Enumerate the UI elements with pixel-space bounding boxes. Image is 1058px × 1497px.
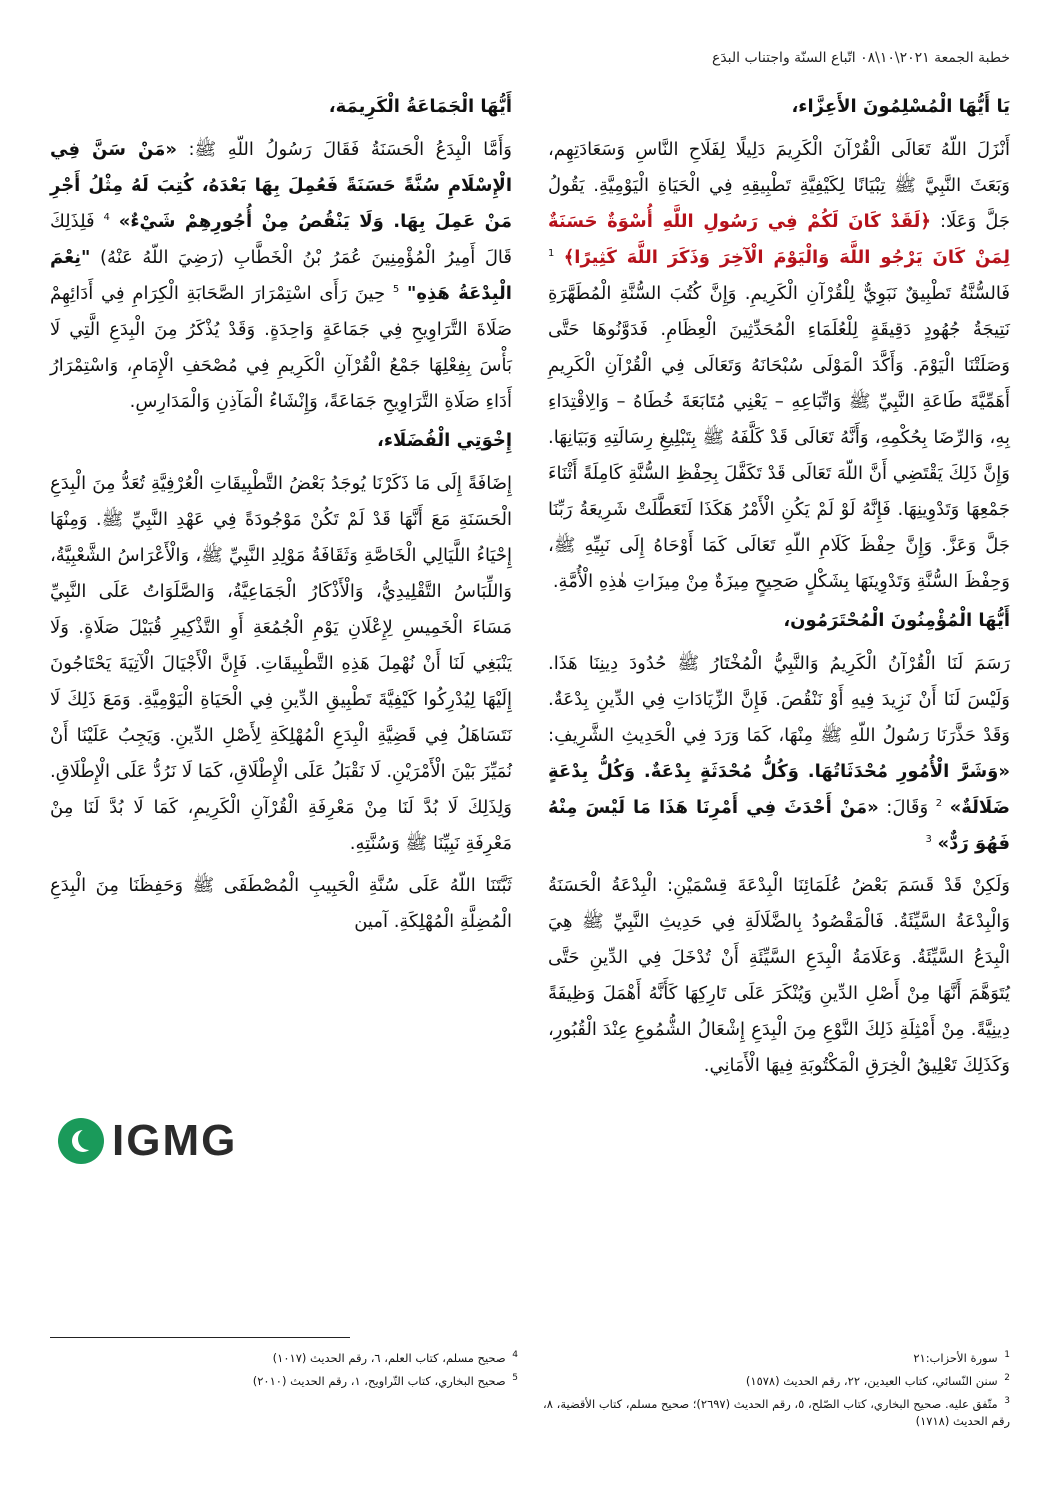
paragraph-text: أَنْزَلَ اللّهُ تَعَالَى الْقُرْآنَ الْكَرِيمَ دَلِيلًا لِفَلَاحِ النَّاسِ وَسَعَادَتِهِم، وَبَعَثَ النَّبِيَّ ﷺ تِبْيَانًا لِكَيْفِيَّةِ تَطْبِيقِهِ فِي الْحَيَاةِ الْيَوْمِيَّةِ. يَقُولُ جَلَّ وَعَلَا:	[548, 139, 1010, 232]
footnote	[540, 1369, 1010, 1390]
section-heading: إِخْوَتِي الْفُضَلَاء،	[377, 430, 512, 451]
paragraph-text: رَسَمَ لَنَا الْقُرْآنُ الْكَرِيمُ وَالنَّبِيُّ الْمُخْتَارُ ﷺ حُدُودَ دِينِنَا هَذَا. وَلَيْسَ لَنَا أَنْ نَزِيدَ فِيهِ أَوْ نَنْقُصَ. فَإِنَّ الزِّيَادَاتِ فِي الدِّينِ بِدْعَةٌ. وَقَدْ حَذَّرَنَا رَسُولُ اللّهِ ﷺ مِنْهَا، كَمَا وَرَدَ فِي الْحَدِيثِ الشَّرِيفِ:	[548, 653, 1010, 746]
footnote-number: 3	[1004, 1395, 1010, 1406]
section-heading: يَا أَيُّهَا الْمُسْلِمُونَ الأَعِزَّاء،	[791, 96, 1010, 117]
footnote-number: 5	[512, 1372, 518, 1383]
paragraph	[548, 132, 1010, 600]
hadith-quote: «مَنْ سَنَّ فِي الْإِسْلَامِ سُنَّةً حَسَنَةً فَعُمِلَ بِهَا بَعْدَهُ، كُتِبَ لَهُ مِثْلُ أَجْرِ مَنْ عَمِلَ بِهَا. وَلَا يَنْقُصُ مِنْ أُجُورِهِمْ شَيْءٌ»	[50, 139, 512, 232]
footnotes-right	[540, 1346, 1010, 1432]
paragraph: إِضَافَةً إِلَى مَا ذَكَرْنَا يُوجَدُ بَعْضُ التَّطْبِيقَاتِ الْعُرْفِيَّةِ تُعَدُّ مِنَ الْبِدَعِ الْحَسَنَةِ مَعَ أَنَّهَا قَدْ لَمْ تَكُنْ مَوْجُودَةً فِي عَهْدِ النَّبِيِّ ﷺ. وَمِنْهَا إِحْيَاءُ اللَّيَالِي الْخَاصَّةِ وَثَقَافَةُ مَوْلِدِ النَّبِيِّ ﷺ، وَالْأَعْرَاسُ الشَّعْبِيَّةُ، وَاللِّبَاسُ التَّقْلِيدِيُّ، وَالْأَذْكَارُ الْجَمَاعِيَّةُ، وَالصَّلَوَاتُ عَلَى النَّبِيِّ مَسَاءَ الْخَمِيسِ لِإِعْلَانِ يَوْمِ الْجُمُعَةِ أَوِ التَّذْكِيرِ قُبَيْلَ صَلَاةٍ. وَلَا يَنْبَغِي لَنَا أَنْ نُهْمِلَ هَذِهِ التَّطْبِيقَاتِ. فَإِنَّ الْأَجْيَالَ الْآتِيَةَ يَحْتَاجُونَ إِلَيْهَا لِيُدْرِكُوا كَيْفِيَّةَ تَطْبِيقِ الدِّينِ فِي الْحَيَاةِ الْيَوْمِيَّةِ. وَمَعَ ذَلِكَ لَا نَتَسَاهَلُ فِي قَضِيَّةِ الْبِدَعِ الْمُهْلِكَةِ لِأَصْلِ الدِّينِ. وَيَجِبُ عَلَيْنَا أَنْ نُمَيِّزَ بَيْنَ الْأَمْرَيْنِ. لَا نَقْبَلُ عَلَى الْإِطْلَاقِ، كَمَا لَا نَرُدُّ عَلَى الْإِطْلَاقِ. وَلِذَلِكَ لَا بُدَّ لَنَا مِنْ مَعْرِفَةِ الْقُرْآنِ الْكَرِيمِ، كَمَا لَا بُدَّ لَنَا مِنْ مَعْرِفَةِ نَبِيِّنَا ﷺ وَسُنَّتِهِ.	[50, 473, 512, 854]
igmg-logo	[58, 1118, 268, 1164]
paragraph	[50, 132, 512, 420]
hadith-quote: «مَنْ أَحْدَثَ فِي أَمْرِنَا هَذَا مَا لَيْسَ مِنْهُ فَهُوَ رَدٌّ»	[548, 797, 1010, 854]
footnote-number: 2	[1004, 1372, 1010, 1383]
footnote-number: 1	[1004, 1350, 1010, 1360]
section-heading: أَيُّهَا الْمُؤْمِنُونَ الْمُحْتَرَمُون،	[783, 610, 1010, 631]
hadith-quote: «وَشَرَّ الْأُمُورِ مُحْدَثَاتُهَا. وَكُلُّ مُحْدَثَةٍ بِدْعَةٌ. وَكُلُّ بِدْعَةٍ ضَلَالَةٌ»	[548, 761, 1010, 818]
paragraph-text: فَلِذَلِكَ قَالَ أَمِيرُ الْمُؤْمِنِينَ عُمَرُ بْنُ الْخَطَّابِ (رَضِيَ اللّهُ عَنْهُ)	[50, 211, 512, 268]
footnote	[540, 1392, 1010, 1431]
footnote-divider	[50, 1337, 350, 1338]
paragraph-text: وَأَمَّا الْبِدَعُ الْحَسَنَةُ فَقَالَ رَسُولُ اللّهِ ﷺ:	[188, 139, 512, 160]
paragraph: وَلَكِنْ قَدْ قَسَمَ بَعْضُ عُلَمَائِنَا الْبِدْعَةَ قِسْمَيْنِ: الْبِدْعَةُ الْحَسَنَةُ وَالْبِدْعَةُ السَّيِّئَةُ. فَالْمَقْصُودُ بِالضَّلَالَةِ فِي حَدِيثِ النَّبِيِّ ﷺ هِيَ الْبِدَعُ السَّيِّئَةُ. وَعَلَامَةُ الْبِدَعِ السَّيِّئَةِ أَنْ تُدْخَلَ فِي الدِّينِ حَتَّى يُتَوَهَّمَ أَنَّهَا مِنْ أَصْلِ الدِّينِ وَيُنْكَرَ عَلَى تَارِكِهَا كَأَنَّهُ أَهْمَلَ وَظِيفَةً دِينِيَّةً. مِنْ أَمْثِلَةِ ذَلِكَ النَّوْعِ مِنَ الْبِدَعِ إِشْعَالُ الشُّمُوعِ عِنْدَ الْقُبُورِ، وَكَذَلِكَ تَعْلِيقُ الْخِرَقِ الْمَكْتُوبَةِ فِيهَا الْأَمَانِي.	[548, 875, 1010, 1076]
footnote-text: صحيح البخاري، كتاب التّراويح، ١، رقم الحديث (٢٠١٠)	[252, 1373, 506, 1388]
paragraph-text: حِينَ رَأَى اسْتِمْرَارَ الصَّحَابَةِ الْكِرَامِ فِي أَدَائِهِمْ صَلَاةَ التَّرَاوِيحِ فِي جَمَاعَةٍ وَاحِدَةٍ. وَقَدْ يُذْكَرُ مِنَ الْبِدَعِ الَّتِي لَا بَأْسَ بِفِعْلِهَا جَمْعُ الْقُرْآنِ الْكَرِيمِ فِي مُصْحَفِ الْإِمَامِ، وَاسْتِمْرَارُ أَدَاءِ صَلَاةِ التَّرَاوِيحِ جَمَاعَةً، وَإِنْشَاءُ الْمَآذِنِ وَالْمَدَارِسِ.	[50, 283, 512, 412]
paragraph-text: وَقَالَ:	[886, 797, 929, 818]
logo-text: IGMG	[112, 1116, 238, 1165]
footnote-text: سورة الأحزاب:٢١	[913, 1350, 998, 1365]
footnote-ref: 4	[103, 212, 110, 223]
hadith-quote: "نِعْمَ الْبِدْعَةُ هَذِهِ"	[50, 247, 512, 304]
footnote	[540, 1346, 1010, 1367]
footnote-ref: 2	[935, 798, 943, 809]
footnote-ref: 3	[925, 834, 932, 845]
paragraph	[548, 646, 1010, 862]
footnote-ref: 1	[548, 248, 555, 259]
footnote	[50, 1346, 518, 1367]
footnote-number: 4	[512, 1350, 518, 1360]
quran-quote: ﴿لَقَدْ كَانَ لَكُمْ فِي رَسُولِ اللَّهِ أُسْوَةٌ حَسَنَةٌ لِمَنْ كَانَ يَرْجُو اللَّهَ وَالْيَوْمَ الْآخِرَ وَذَكَرَ اللَّهَ كَثِيرًا﴾	[548, 211, 1010, 268]
footnote	[50, 1369, 518, 1390]
footnote-text: متّفق عليه. صحيح البخاري، كتاب الصّلح، ٥، رقم الحديث (٢٦٩٧)؛ صحيح مسلم، كتاب الأقضية، ٨، رقم الحديث (١٧١٨)	[543, 1396, 1010, 1429]
section-heading: أَيُّهَا الْجَمَاعَةُ الْكَرِيمَة،	[328, 96, 512, 117]
left-column	[50, 92, 512, 946]
paragraph: ثَبَّتَنَا اللّهُ عَلَى سُنَّةِ الْحَبِيبِ الْمُصْطَفَى ﷺ وَحَفِظَنَا مِنَ الْبِدَعِ الْمُضِلَّةِ الْمُهْلِكَةِ. آمين	[50, 875, 512, 932]
paragraph-text: فَالسُّنَّةُ تَطْبِيقٌ نَبَوِيٌّ لِلْقُرْآنِ الْكَرِيمِ. وَإِنَّ كُتُبَ السُّنَّةِ الْمُطَهَّرَةِ نَتِيجَةُ جُهُودٍ دَقِيقَةٍ لِلْعُلَمَاءِ الْمُحَدِّثِينَ الْعِظَامِ. فَدَوَّنُوهَا حَتَّى وَصَلَتْنَا الْيَوْمَ. وَأَكَّدَ الْمَوْلَى سُبْحَانَهُ وَتَعَالَى فِي الْقُرْآنِ الْكَرِيمِ أَهَمِّيَّةَ طَاعَةِ النَّبِيِّ ﷺ وَاتِّبَاعِهِ – يَعْنِي مُتَابَعَةَ خُطَاهُ – وَالِاقْتِدَاءِ بِهِ، وَالرِّضَا بِحُكْمِهِ، وَأَنَّهُ تَعَالَى قَدْ كَلَّفَهُ ﷺ بِتَبْلِيغِ رِسَالَتِهِ وَبَيَانِهَا. وَإِنَّ ذَلِكَ يَقْتَضِي أَنَّ اللّهَ تَعَالَى قَدْ تَكَفَّلَ بِحِفْظِ السُّنَّةِ كَامِلَةً أَثْنَاءَ جَمْعِهَا وَتَدْوِينِهَا. فَإِنَّهُ لَوْ لَمْ يَكُنِ الْأَمْرُ هَكَذَا لَتَعَطَّلَتْ شَرِيعَةُ رَبِّنَا جَلَّ وَعَزَّ. وَإِنَّ حِفْظَ كَلَامِ اللّهِ تَعَالَى كَمَا أَوْحَاهُ إِلَى نَبِيِّهِ ﷺ، وَحِفْظَ السُّنَّةِ وَتَدْوِينَهَا بِشَكْلٍ صَحِيحٍ مِيزَةٌ مِنْ مِيزَاتِ هٰذِهِ الْأُمَّةِ.	[548, 283, 1010, 592]
footnote-text: صحيح مسلم، كتاب العلم، ٦، رقم الحديث (١٠١٧)	[272, 1350, 506, 1365]
footnote-ref: 5	[392, 284, 400, 295]
crescent-logo-icon	[58, 1118, 104, 1164]
right-column	[548, 92, 1010, 1090]
footnote-text: سنن النّسائي، كتاب العيدين، ٢٢، رقم الحديث (١٥٧٨)	[745, 1373, 998, 1388]
footnotes-left	[50, 1346, 518, 1392]
running-header: خطبة الجمعة ٢٠٢١\١٠\٠٨ اتّباع السنّة واجتناب البدَع	[711, 50, 1010, 66]
